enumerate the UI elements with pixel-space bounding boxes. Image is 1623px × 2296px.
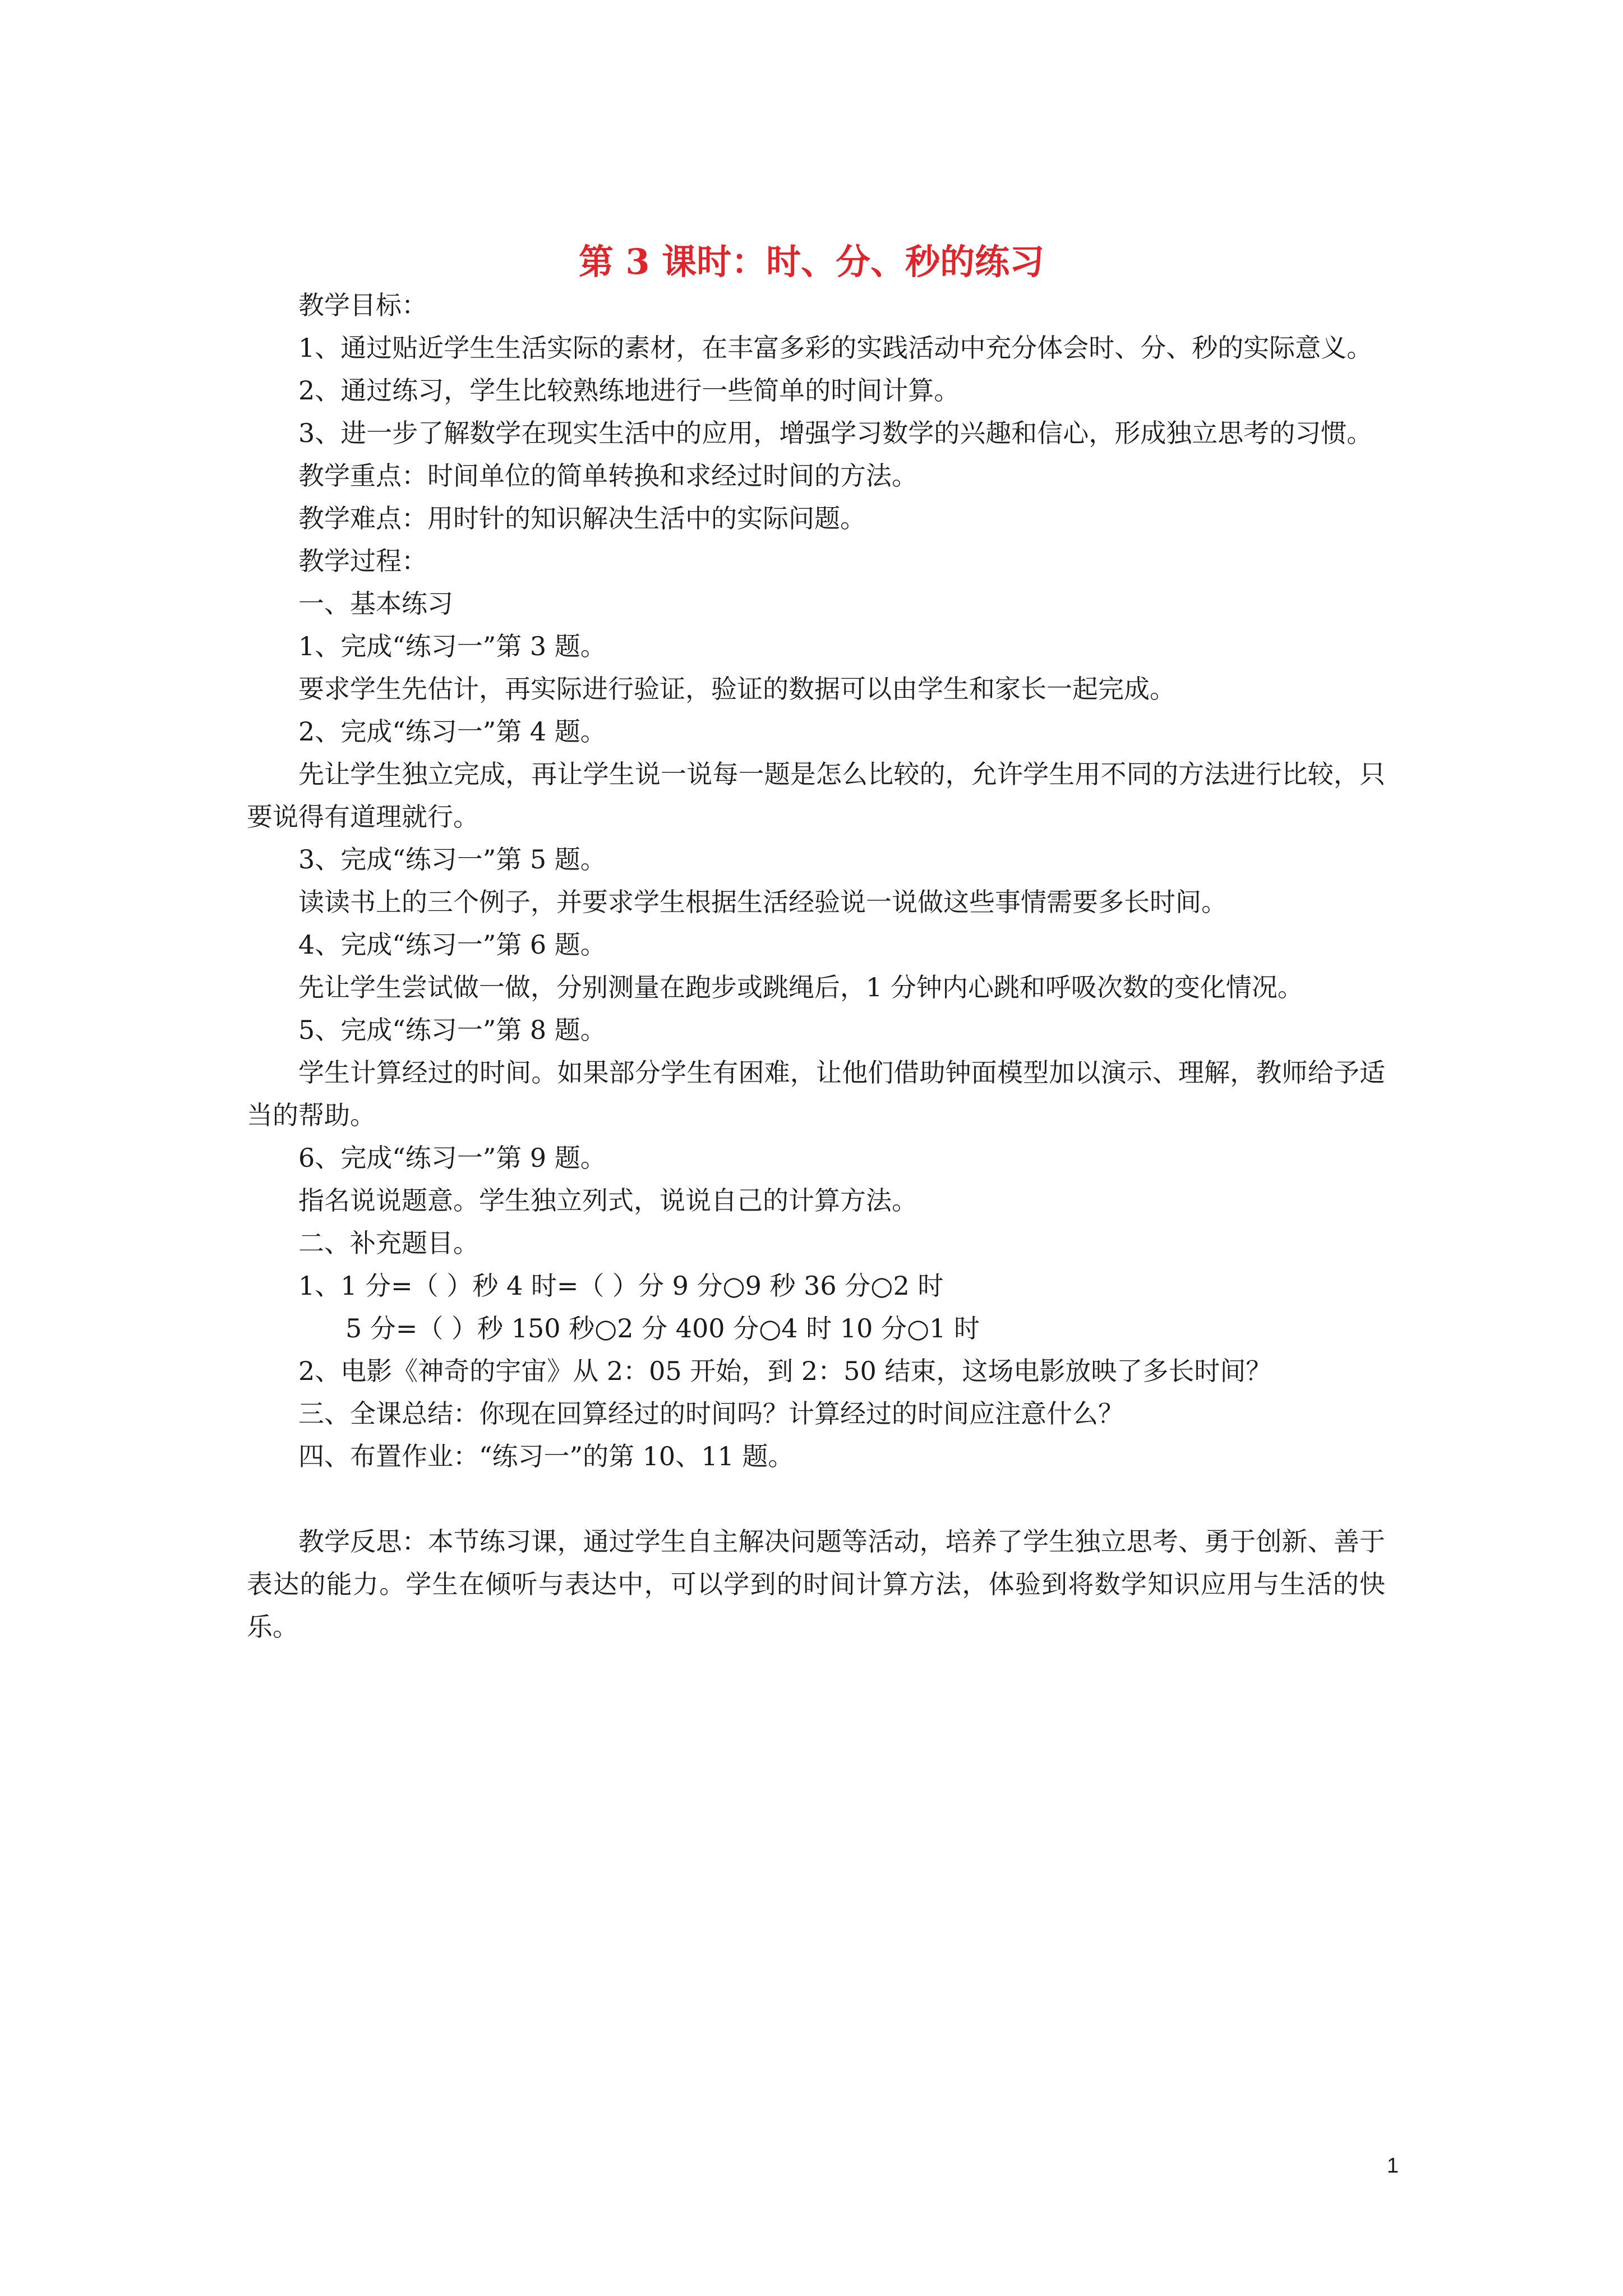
task-1-title: 1、完成“练习一”第 3 题。 xyxy=(298,631,606,661)
supplementary-1-row-1: 1、1 分=（ ）秒 4 时=（ ）分 9 分○9 秒 36 分○2 时 xyxy=(298,1271,944,1301)
document-title: 第 3 课时：时、分、秒的练习 xyxy=(578,241,1045,282)
key-point: 教学重点：时间单位的简单转换和求经过时间的方法。 xyxy=(298,461,917,491)
task-5-title: 5、完成“练习一”第 8 题。 xyxy=(298,1015,606,1045)
task-6-title: 6、完成“练习一”第 9 题。 xyxy=(298,1143,606,1173)
section-basic-practice: 一、基本练习 xyxy=(298,588,453,619)
section-supplementary: 二、补充题目。 xyxy=(298,1228,479,1258)
supplementary-1-row-2: 5 分=（ ）秒 150 秒○2 分 400 分○4 时 10 分○1 时 xyxy=(345,1313,980,1343)
task-3-title: 3、完成“练习一”第 5 题。 xyxy=(298,844,606,875)
section-summary: 三、全课总结：你现在回算经过的时间吗？计算经过的时间应注意什么？ xyxy=(298,1398,1124,1429)
task-3-text: 读读书上的三个例子，并要求学生根据生活经验说一说做这些事情需要多长时间。 xyxy=(298,887,1227,917)
task-6-text: 指名说说题意。学生独立列式，说说自己的计算方法。 xyxy=(298,1185,917,1216)
page-number: 1 xyxy=(1386,2154,1399,2178)
supplementary-2: 2、电影《神奇的宇宙》从 2：05 开始，到 2：50 结束，这场电影放映了多长时间？ xyxy=(298,1356,1272,1386)
task-1-text: 要求学生先估计，再实际进行验证，验证的数据可以由学生和家长一起完成。 xyxy=(298,674,1175,704)
task-5-text: 学生计算经过的时间。如果部分学生有困难，让他们借助钟面模型加以演示、理解，教师给予适当的帮助。 xyxy=(247,1057,1385,1130)
objective-2: 2、通过练习，学生比较熟练地进行一些简单的时间计算。 xyxy=(298,375,960,406)
task-4-title: 4、完成“练习一”第 6 题。 xyxy=(298,930,606,960)
process-heading: 教学过程： xyxy=(298,546,427,576)
paragraph-gap xyxy=(247,1478,1385,1520)
teaching-reflection: 教学反思：本节练习课，通过学生自主解决问题等活动，培养了学生独立思考、勇于创新、善于表达的能力。学生在倾听与表达中，可以学到的时间计算方法，体验到将数学知识应用与生活的快乐。 xyxy=(247,1526,1385,1642)
objective-1: 1、通过贴近学生生活实际的素材，在丰富多彩的实践活动中充分体会时、分、秒的实际意义。 xyxy=(298,333,1373,363)
task-2-text: 先让学生独立完成，再让学生说一说每一题是怎么比较的，允许学生用不同的方法进行比较，只要说得有道理就行。 xyxy=(247,759,1385,832)
difficult-point: 教学难点：用时针的知识解决生活中的实际问题。 xyxy=(298,503,866,533)
document-body xyxy=(247,284,1385,1648)
task-2-title: 2、完成“练习一”第 4 题。 xyxy=(298,716,606,747)
objective-3: 3、进一步了解数学在现实生活中的应用，增强学习数学的兴趣和信心，形成独立思考的习惯。 xyxy=(298,418,1373,448)
objectives-heading: 教学目标： xyxy=(298,290,427,320)
task-4-text: 先让学生尝试做一做，分别测量在跑步或跳绳后，1 分钟内心跳和呼吸次数的变化情况。 xyxy=(298,972,1303,1002)
section-homework: 四、布置作业：“练习一”的第 10、11 题。 xyxy=(298,1441,794,1471)
